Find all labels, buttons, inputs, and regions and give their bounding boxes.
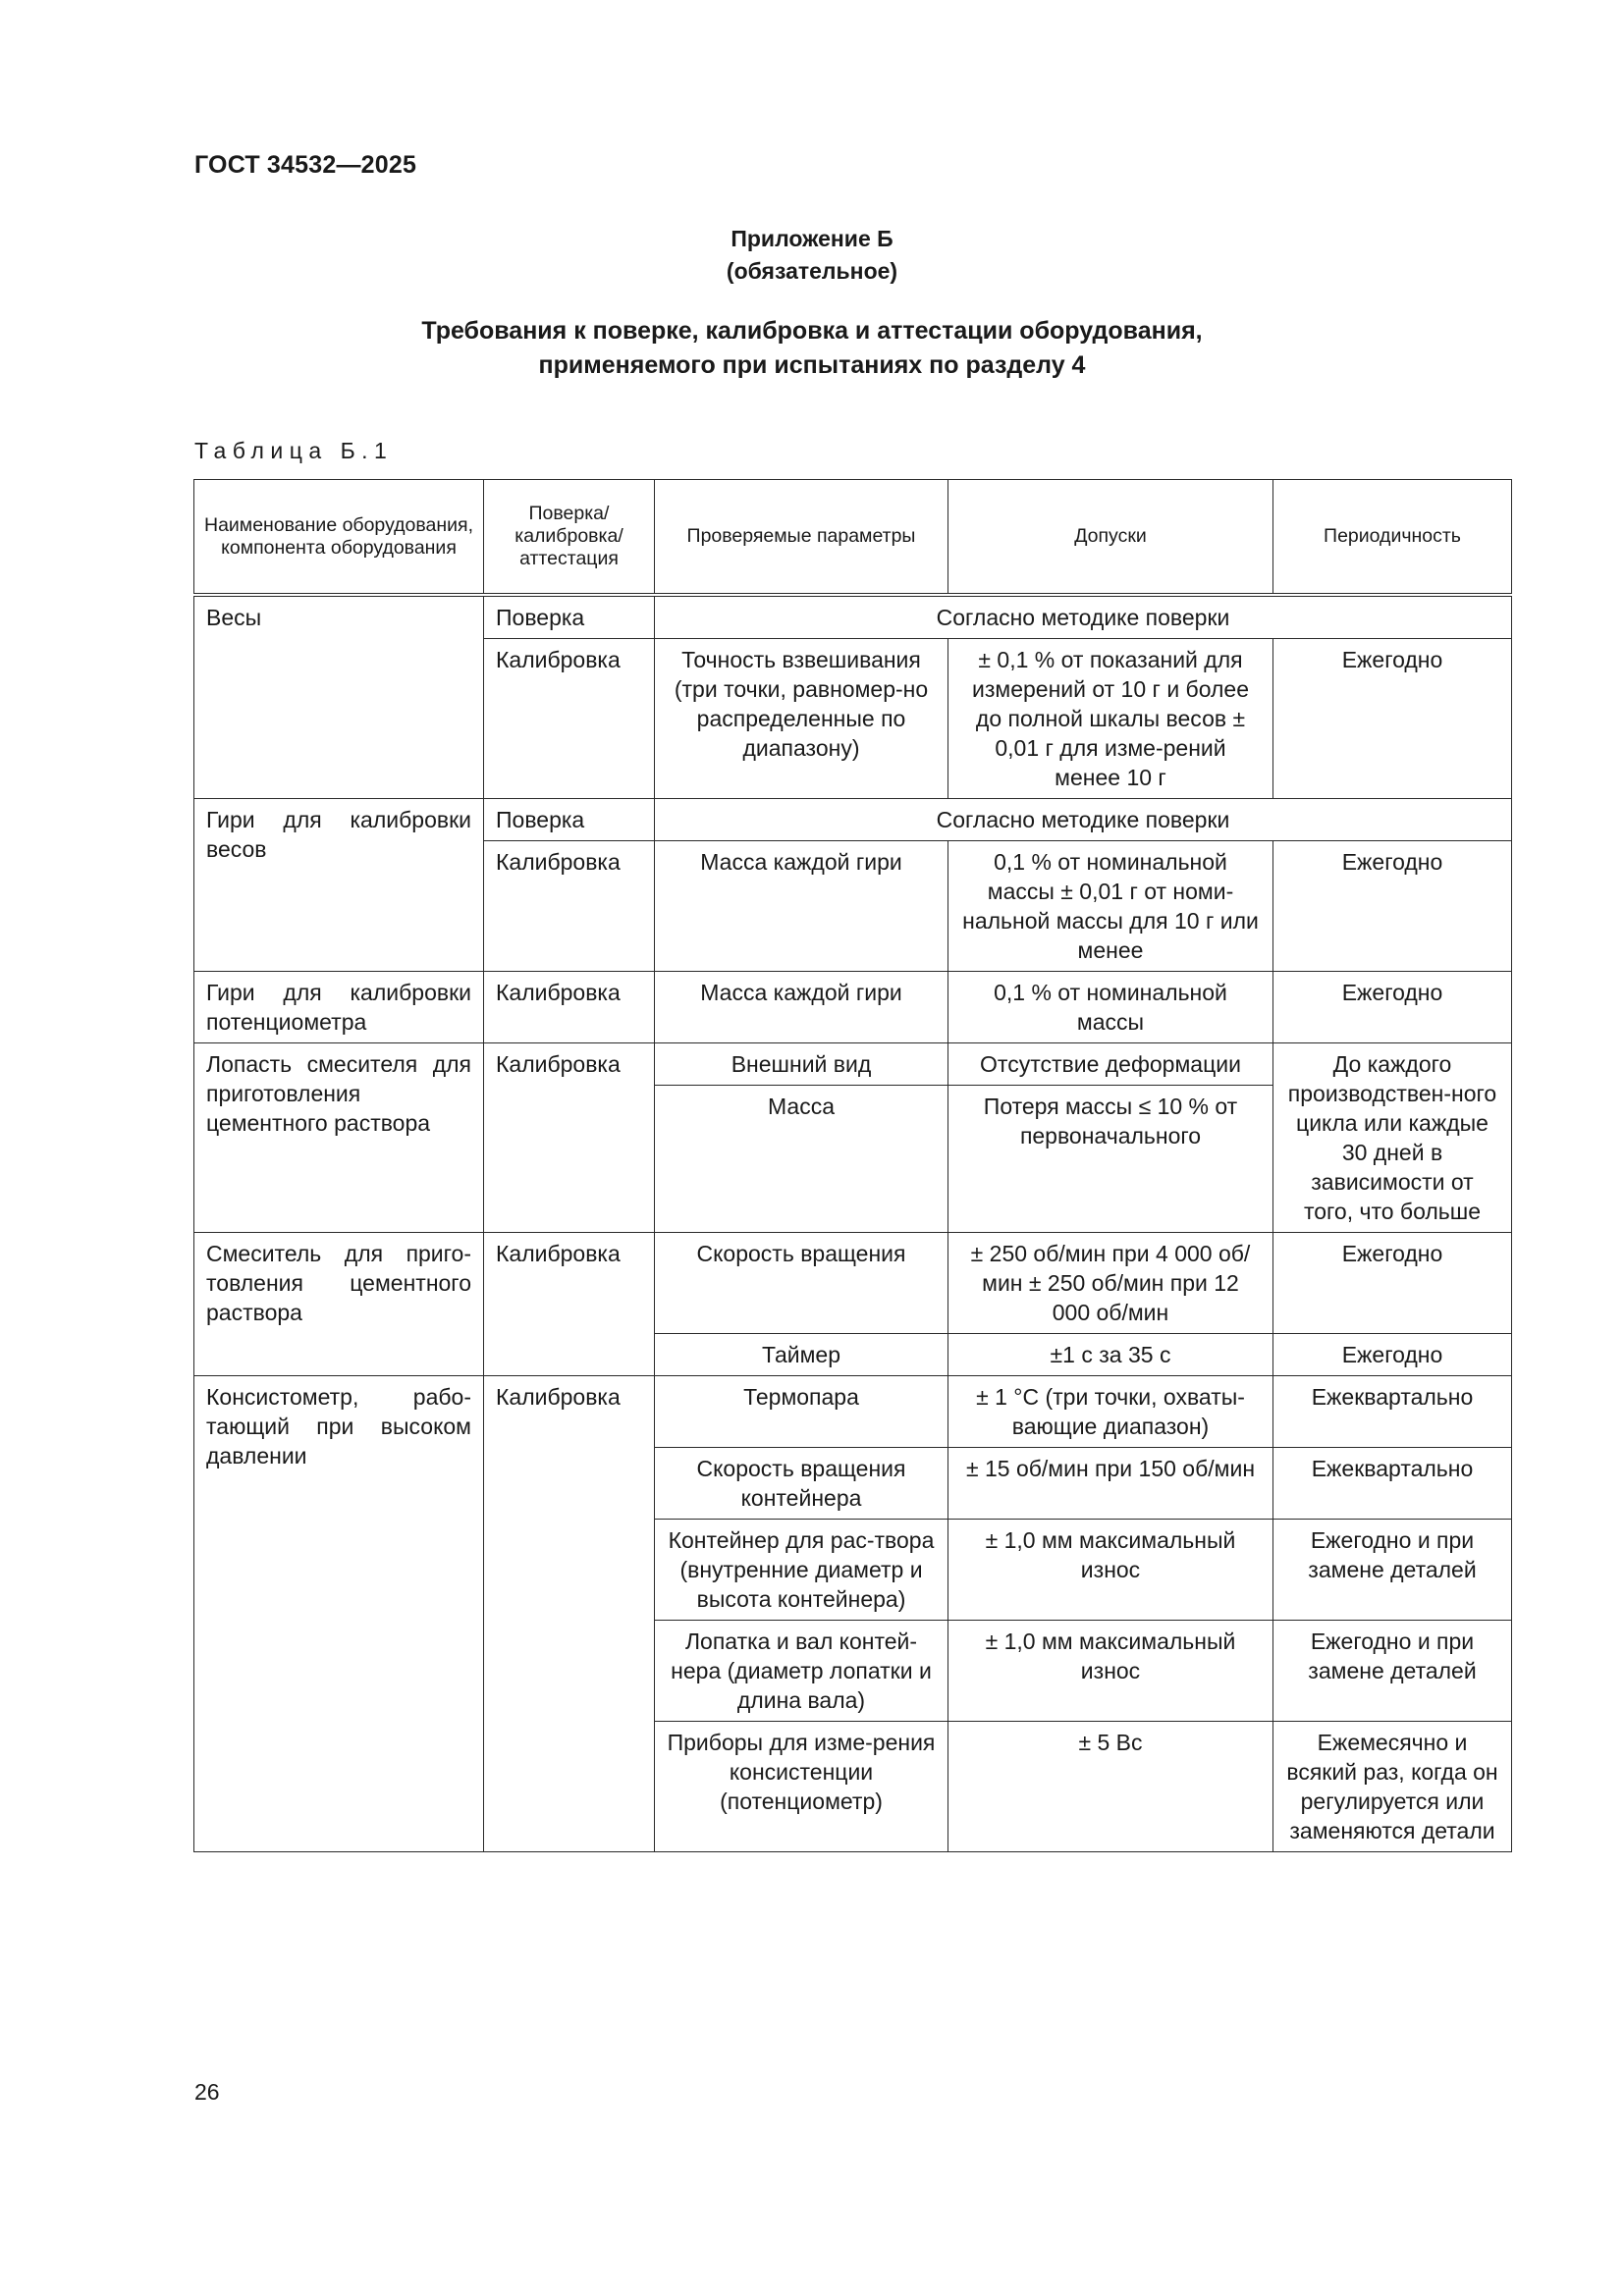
table-row [194, 1233, 1512, 1334]
tolerance-cell: Потеря массы ≤ 10 % от первоначального [948, 1086, 1273, 1233]
header-tolerances: Допуски [948, 480, 1273, 596]
page-number: 26 [194, 2079, 220, 2105]
procedure-cell: Калибровка [484, 1233, 655, 1376]
parameter-cell: Лопатка и вал контей-нера (диаметр лопатки и длина вала) [655, 1621, 948, 1722]
header-equipment: Наименование оборудования, компонента оборудования [194, 480, 484, 596]
tolerance-cell: ± 5 Вс [948, 1722, 1273, 1852]
document-standard-header: ГОСТ 34532—2025 [194, 151, 417, 179]
tolerance-cell: 0,1 % от номинальной массы ± 0,01 г от номи-нальной массы для 10 г или менее [948, 841, 1273, 972]
periodicity-cell: Ежегодно [1273, 841, 1512, 972]
periodicity-cell: Ежегодно [1273, 1233, 1512, 1334]
periodicity-cell: До каждого производствен-ного цикла или каждые 30 дней в зависимости от того, что больше [1273, 1043, 1512, 1233]
document-title-line-2: применяемого при испытаниях по разделу 4 [538, 351, 1086, 379]
parameter-cell: Точность взвешивания (три точки, равномер-но распределенные по диапазону) [655, 639, 948, 799]
tolerance-cell: 0,1 % от номинальной массы [948, 972, 1273, 1043]
tolerance-cell: ± 1,0 мм максимальный износ [948, 1520, 1273, 1621]
parameter-cell: Внешний вид [655, 1043, 948, 1086]
parameter-cell: Скорость вращения [655, 1233, 948, 1334]
appendix-status: (обязательное) [726, 258, 898, 284]
periodicity-cell: Ежеквартально [1273, 1376, 1512, 1448]
parameter-cell: Приборы для изме-рения консистенции (потенциометр) [655, 1722, 948, 1852]
appendix-title: Приложение Б [731, 226, 893, 251]
equipment-cell: Лопасть смесителя для приготовления цементного раствора [194, 1043, 484, 1233]
table-header-row [194, 480, 1512, 596]
parameter-cell: Контейнер для рас-твора (внутренние диаметр и высота контейнера) [655, 1520, 948, 1621]
procedure-cell: Калибровка [484, 1043, 655, 1233]
parameter-cell: Скорость вращения контейнера [655, 1448, 948, 1520]
equipment-cell: Консистометр, рабо-тающий при высоком давлении [194, 1376, 484, 1852]
tolerance-cell: ± 15 об/мин при 150 об/мин [948, 1448, 1273, 1520]
table-row [194, 972, 1512, 1043]
procedure-cell: Калибровка [484, 1376, 655, 1852]
table-row [194, 1043, 1512, 1086]
requirements-table [193, 479, 1512, 1852]
procedure-cell: Калибровка [484, 841, 655, 972]
tolerance-cell: ± 1,0 мм максимальный износ [948, 1621, 1273, 1722]
table-row [194, 595, 1512, 639]
procedure-cell: Калибровка [484, 639, 655, 799]
parameter-cell: Масса каждой гири [655, 972, 948, 1043]
tolerance-cell: ± 250 об/мин при 4 000 об/мин ± 250 об/мин при 12 000 об/мин [948, 1233, 1273, 1334]
equipment-cell: Гири для калибровки потенциометра [194, 972, 484, 1043]
periodicity-cell: Ежегодно [1273, 972, 1512, 1043]
header-procedure: Поверка/ калибровка/ аттестация [484, 480, 655, 596]
merged-method-cell: Согласно методике поверки [655, 595, 1512, 639]
periodicity-cell: Ежегодно [1273, 639, 1512, 799]
table-caption: Таблица Б.1 [194, 438, 394, 463]
periodicity-cell: Ежегодно [1273, 1334, 1512, 1376]
parameter-cell: Термопара [655, 1376, 948, 1448]
procedure-cell: Поверка [484, 595, 655, 639]
header-parameters: Проверяемые параметры [655, 480, 948, 596]
procedure-cell: Калибровка [484, 972, 655, 1043]
periodicity-cell: Ежемесячно и всякий раз, когда он регулируется или заменяются детали [1273, 1722, 1512, 1852]
procedure-cell: Поверка [484, 799, 655, 841]
table-row [194, 799, 1512, 841]
parameter-cell: Масса каждой гири [655, 841, 948, 972]
periodicity-cell: Ежегодно и при замене деталей [1273, 1520, 1512, 1621]
document-title-line-1: Требования к поверке, калибровка и аттестации оборудования, [421, 317, 1203, 345]
periodicity-cell: Ежегодно и при замене деталей [1273, 1621, 1512, 1722]
parameter-cell: Масса [655, 1086, 948, 1233]
equipment-cell: Весы [194, 595, 484, 799]
table-row [194, 1376, 1512, 1448]
header-periodicity: Периодичность [1273, 480, 1512, 596]
tolerance-cell: ± 0,1 % от показаний для измерений от 10 г и более до полной шкалы весов ± 0,01 г для изме-рений менее 10 г [948, 639, 1273, 799]
tolerance-cell: ± 1 °С (три точки, охваты-вающие диапазон) [948, 1376, 1273, 1448]
equipment-cell: Смеситель для приго-товления цементного раствора [194, 1233, 484, 1376]
merged-method-cell: Согласно методике поверки [655, 799, 1512, 841]
tolerance-cell: Отсутствие деформации [948, 1043, 1273, 1086]
tolerance-cell: ±1 с за 35 с [948, 1334, 1273, 1376]
parameter-cell: Таймер [655, 1334, 948, 1376]
equipment-cell: Гири для калибровки весов [194, 799, 484, 972]
periodicity-cell: Ежеквартально [1273, 1448, 1512, 1520]
